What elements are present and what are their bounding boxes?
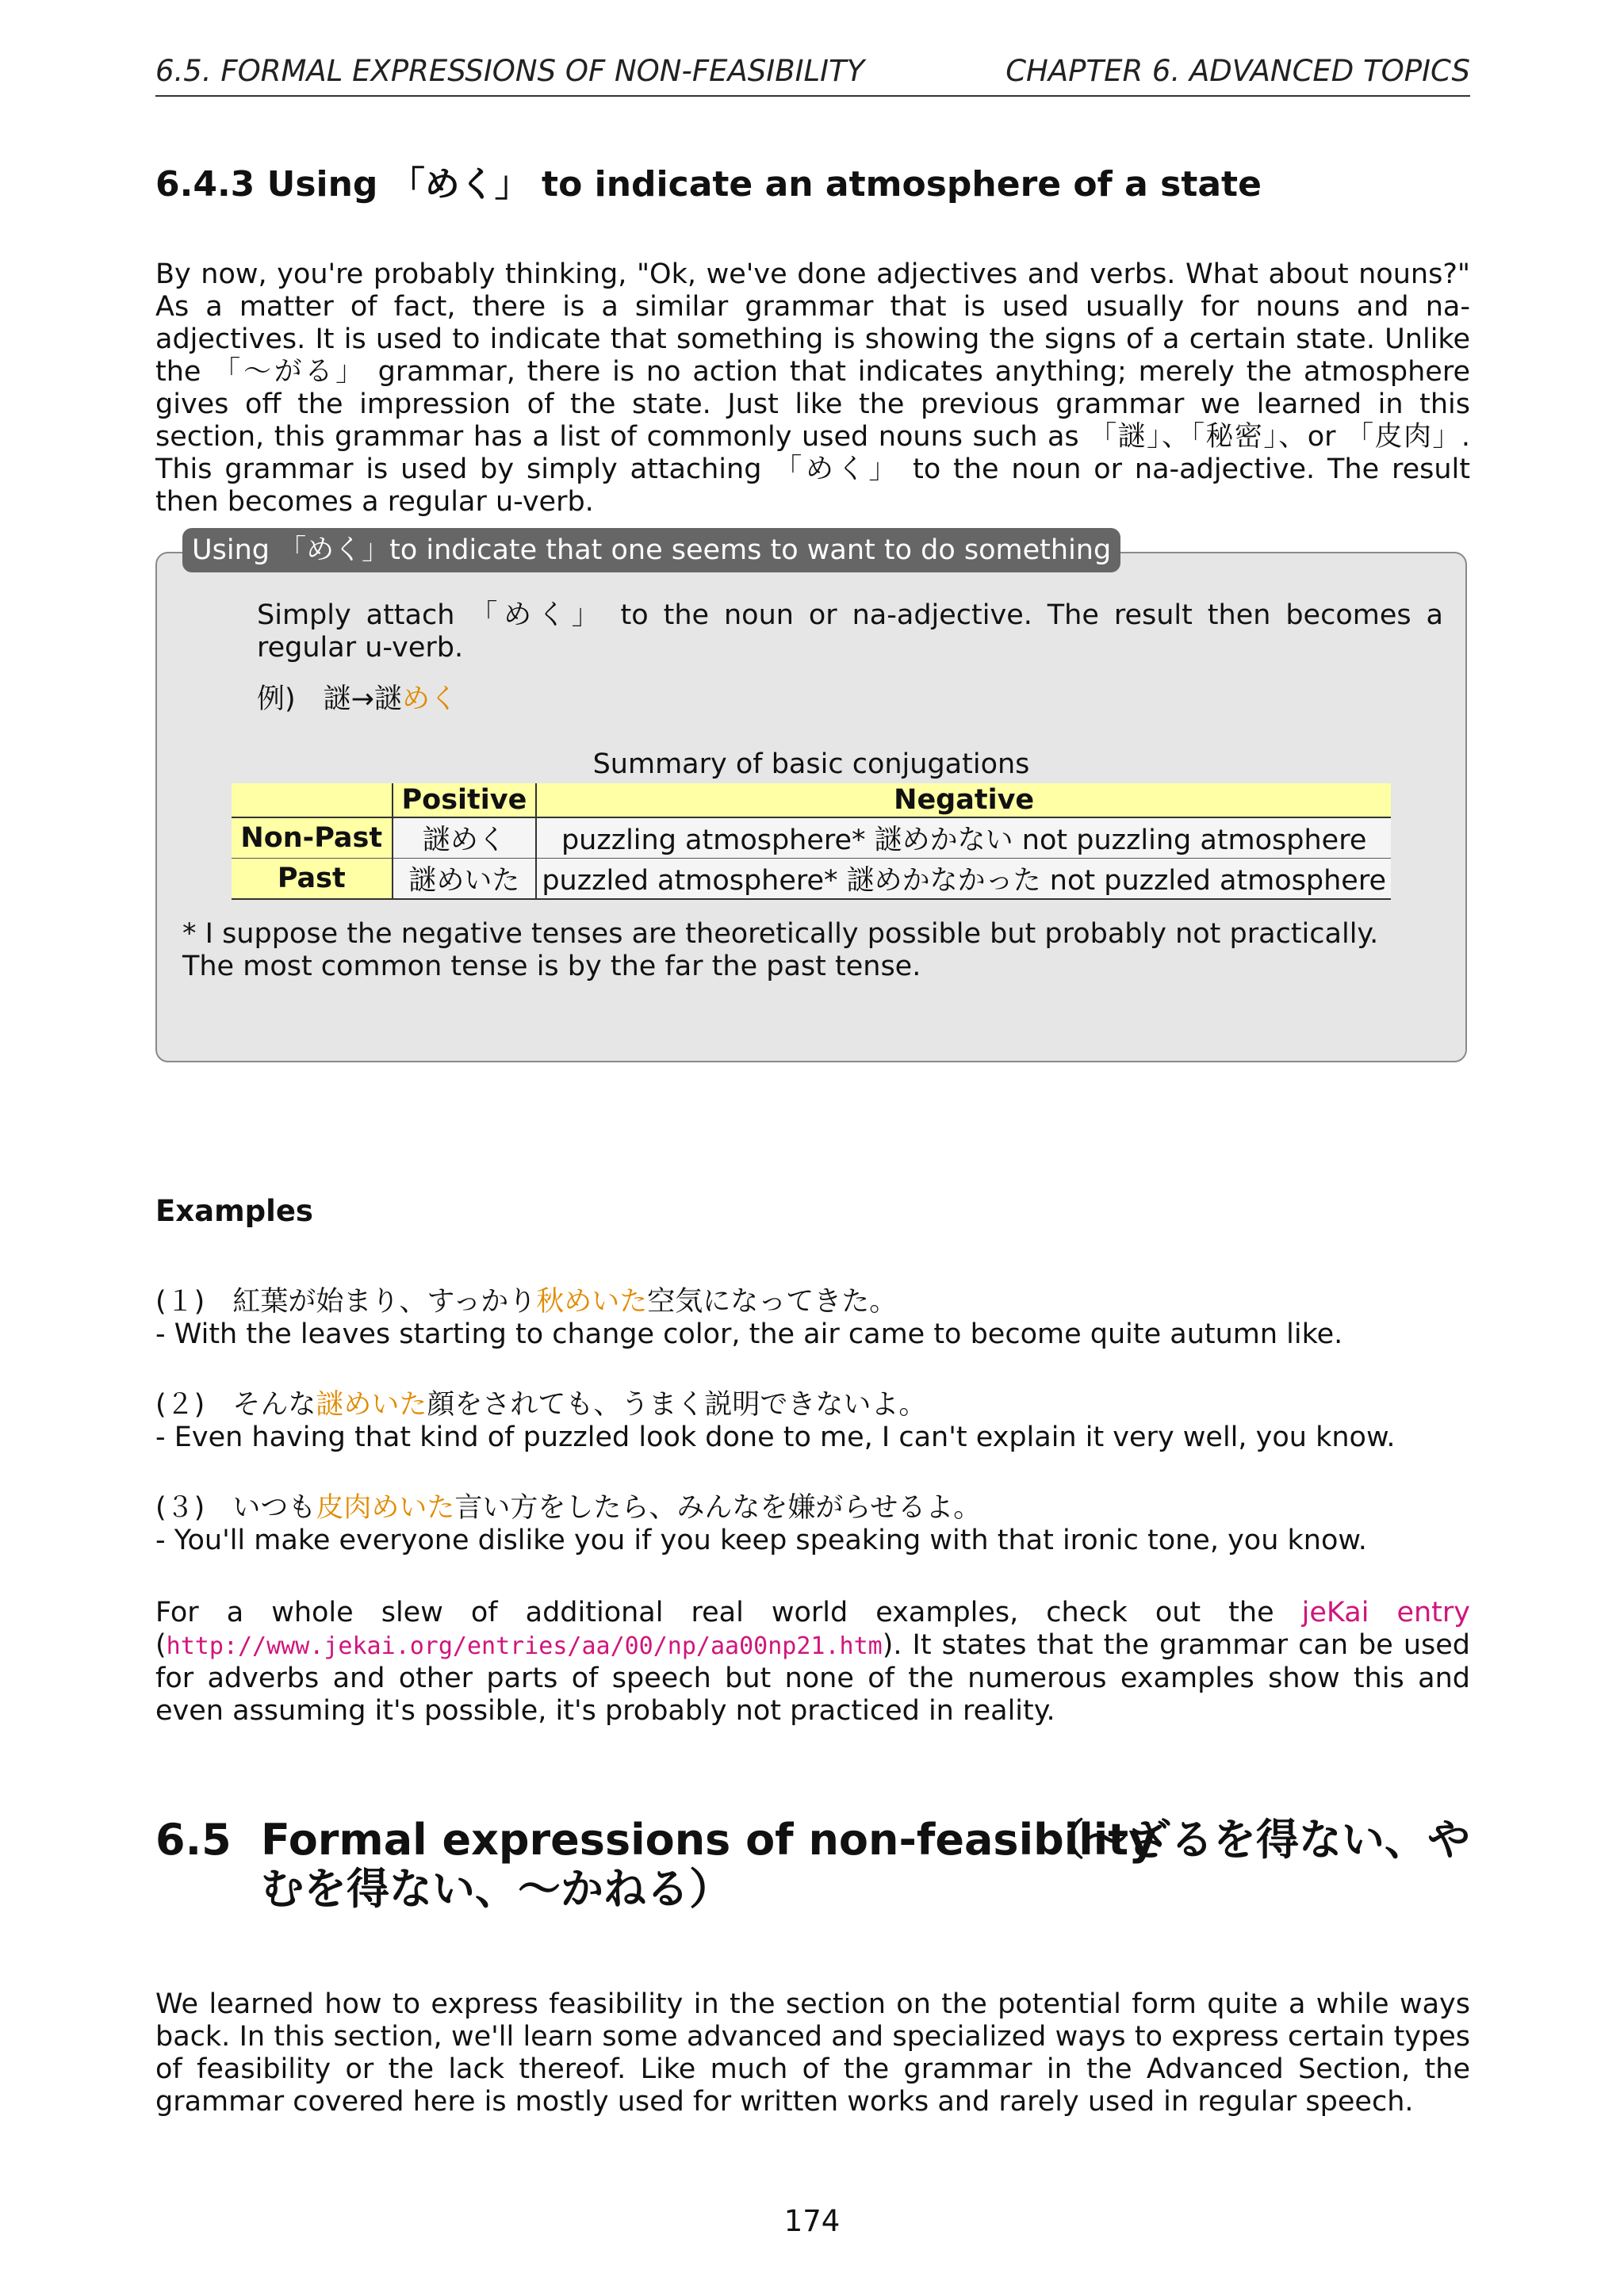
- grammar-example: [257, 683, 458, 716]
- table-row: [232, 817, 1391, 859]
- example-translation: - Even having that kind of puzzled look done to me, I can't explain it very well, you know.: [155, 1422, 1396, 1453]
- running-header: [155, 51, 1470, 97]
- table-cell: 謎めく: [393, 817, 537, 859]
- table-note: * I suppose the negative tenses are theoretically possible but probably not practically. The most common tense is by the far the past tense.: [182, 918, 1379, 982]
- page-number: 174: [783, 2204, 841, 2238]
- jekai-url[interactable]: http://www.jekai.org/entries/aa/00/np/aa00np21.htm: [166, 1632, 883, 1660]
- section-paragraph: We learned how to express feasibility in the section on the potential form quite a while ways back. In this section, we'll learn some advanced and specialized ways to express certain types of feasibility or the lack thereof. Like much of the grammar in the Advanced Section, the grammar covered here is mostly used for written works and rarely used in regular speech.: [155, 1988, 1470, 2118]
- highlight-term: 謎めいた: [316, 1389, 427, 1421]
- example-translation: - With the leaves starting to change color, the air came to become quite autumn like.: [155, 1318, 1343, 1350]
- header-left: 6.5. FORMAL EXPRESSIONS OF NON-FEASIBILITY: [155, 54, 865, 88]
- row-label: Non-Past: [232, 817, 393, 859]
- more-examples-paragraph: For a whole slew of additional real world examples, check out the jeKai entry (http://www.jekai.org/entries/aa/00/np/aa00np21.htm). It states that the grammar can be used for adverbs and other parts of speech but none of the numerous examples show this and even assuming it's possible, it's probably not practiced in reality.: [155, 1597, 1470, 1727]
- example-item: (２) そんな謎めいた顔をされても、うまく説明できないよ。 - Even having that kind of puzzled look done to me, I can't explain it very well, you know.: [155, 1389, 1470, 1454]
- example-translation: - You'll make everyone dislike you if you keep speaking with that ironic tone, you know.: [155, 1525, 1367, 1556]
- table-cell: 謎めいた: [393, 859, 537, 900]
- table-caption: Summary of basic conjugations: [592, 748, 1030, 780]
- table-row: [232, 859, 1391, 900]
- row-label: Past: [232, 859, 393, 900]
- table-header-cell: Negative: [536, 783, 1391, 817]
- table-cell: puzzling atmosphere* 謎めかない not puzzling atmosphere: [536, 817, 1391, 859]
- grammar-box-title: Using 「めく」to indicate that one seems to want to do something: [182, 528, 1120, 572]
- example-highlight: めく: [401, 683, 458, 715]
- table-header-cell: [232, 783, 393, 817]
- conjugation-table: [232, 783, 1391, 900]
- example-item: (３) いつも皮肉めいた言い方をしたら、みんなを嫌がらせるよ。 - You'll make everyone dislike you if you keep speaking with that ironic tone, you know.: [155, 1492, 1470, 1557]
- section-number: 6.5: [155, 1815, 232, 1865]
- examples-heading: Examples: [155, 1194, 313, 1228]
- highlight-term: 皮肉めいた: [316, 1492, 455, 1524]
- intro-paragraph: By now, you're probably thinking, "Ok, we've done adjectives and verbs. What about nouns?" As a matter of fact, there is a similar grammar that is used usually for nouns and na-adjectives. It is used to indicate that something is showing the signs of a certain state. Unlike the 「～がる」 grammar, there is no action that indicates anything; merely the atmosphere gives off the impression of the state. Just like the previous grammar we learned in this section, this grammar has a list of commonly used nouns such as 「謎」、「秘密」、or 「皮肉」. This grammar is used by simply attaching 「めく」 to the noun or na-adjective. The result then becomes a regular u-verb.: [155, 258, 1470, 518]
- example-item: (１) 紅葉が始まり、すっかり秋めいた空気になってきた。 - With the leaves starting to change color, the air came to become quite autumn like.: [155, 1286, 1470, 1351]
- grammar-rule: Simply attach 「めく」 to the noun or na-adjective. The result then becomes a regular u-verb.: [257, 599, 1443, 664]
- header-right: CHAPTER 6. ADVANCED TOPICS: [1005, 54, 1470, 88]
- jekai-link[interactable]: jeKai entry: [1301, 1597, 1470, 1628]
- table-header-row: [232, 783, 1391, 817]
- highlight-term: 秋めいた: [536, 1286, 648, 1318]
- example-prefix: 例) 謎→謎: [257, 683, 402, 715]
- table-header-cell: Positive: [393, 783, 537, 817]
- subsection-title: 6.4.3 Using 「めく」 to indicate an atmosphere of a state: [155, 164, 1262, 205]
- table-cell: puzzled atmosphere* 謎めかなかった not puzzled atmosphere: [536, 859, 1391, 900]
